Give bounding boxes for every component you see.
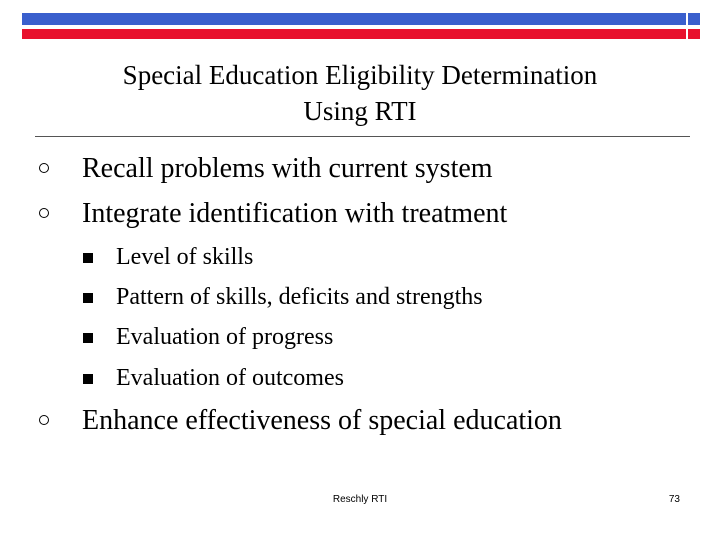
- bullet-text: Enhance effectiveness of special education: [82, 405, 562, 436]
- bullet-item: [82, 198, 507, 230]
- sub-bullet-item: [116, 243, 253, 271]
- sub-bullet-text: Pattern of skills, deficits and strengths: [116, 284, 483, 310]
- filled-square-icon: [83, 253, 93, 263]
- sub-bullet-text: Evaluation of progress: [116, 324, 334, 350]
- sub-bullet-item: [116, 364, 344, 392]
- page-number: 73: [668, 494, 680, 505]
- sub-bullet-item: [116, 283, 483, 311]
- filled-square-icon: [83, 293, 93, 303]
- bullet-text: Integrate identification with treatment: [82, 198, 508, 229]
- bullet-item: [82, 405, 562, 437]
- bullet-text: Recall problems with current system: [82, 153, 493, 184]
- sub-bullet-text: Level of skills: [116, 244, 254, 270]
- hollow-circle-icon: [39, 415, 49, 425]
- sub-bullet-item: [116, 323, 333, 351]
- footer-text: Reschly RTI: [332, 494, 388, 505]
- bullet-item: [82, 153, 493, 185]
- filled-square-icon: [83, 374, 93, 384]
- filled-square-icon: [83, 333, 93, 343]
- hollow-circle-icon: [39, 163, 49, 173]
- sub-bullet-text: Evaluation of outcomes: [116, 365, 344, 391]
- slide-title-line-1: Special Education Eligibility Determination: [122, 60, 598, 90]
- slide-title-line-2: Using RTI: [303, 96, 417, 126]
- hollow-circle-icon: [39, 208, 49, 218]
